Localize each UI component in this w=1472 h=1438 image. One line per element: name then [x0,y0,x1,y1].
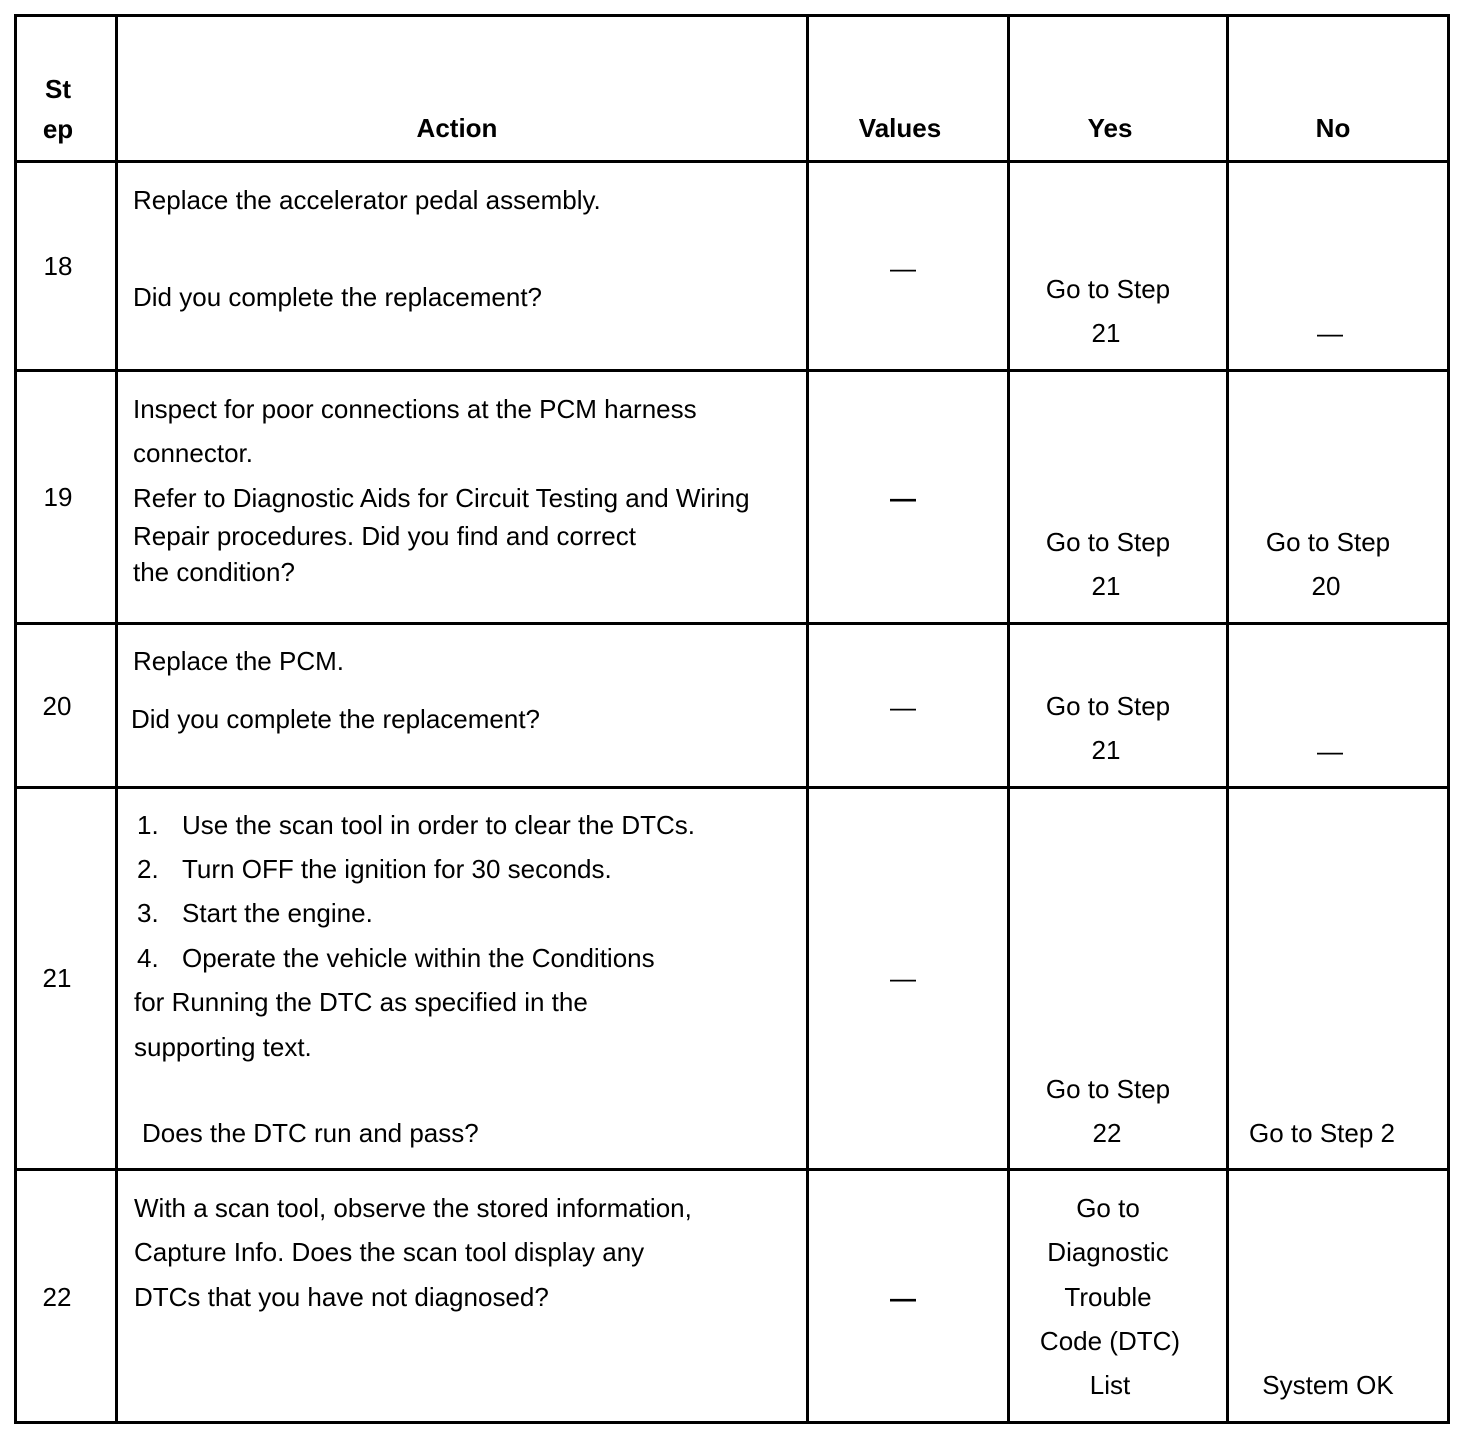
table-rule [14,14,1450,17]
action-text: Repair procedures. Did you find and correct [133,521,636,551]
step-number: 19 [43,482,73,512]
list-item-text: Start the engine. [182,898,373,928]
action-text: Did you complete the replacement? [133,282,543,312]
action-text: Refer to Diagnostic Aids for Circuit Testing and Wiring [133,483,750,513]
header-action: Action [416,113,498,143]
step-number: 20 [42,691,72,721]
list-item-text: Turn OFF the ignition for 30 seconds. [182,854,612,884]
yes-cell: List [1089,1370,1131,1400]
list-number: 1. [137,810,159,840]
yes-cell: 21 [1091,735,1121,765]
table-rule [14,369,1450,372]
action-text: supporting text. [134,1032,312,1062]
yes-cell: Code (DTC) [1039,1326,1181,1356]
table-rule [14,160,1450,163]
action-text: Inspect for poor connections at the PCM harness [133,394,697,424]
no-cell: — [1317,318,1343,348]
yes-cell: 21 [1091,318,1121,348]
no-cell: 20 [1311,571,1341,601]
header-no: No [1315,113,1351,143]
yes-cell: Go to Step [1045,1074,1171,1104]
yes-cell: Go to Step [1045,691,1171,721]
action-text: the condition? [133,557,295,587]
step-number: 22 [42,1282,72,1312]
list-item-text: Use the scan tool in order to clear the DTCs. [182,810,696,840]
list-number: 3. [137,898,159,928]
table-rule [115,14,118,1424]
values-cell: — [890,963,916,993]
table-rule [1226,14,1229,1424]
no-cell: Go to Step [1265,527,1391,557]
action-text: for Running the DTC as specified in the [134,987,588,1017]
list-number: 4. [137,943,159,973]
table-rule [14,622,1450,625]
table-rule [14,1421,1450,1424]
action-text: Does the DTC run and pass? [142,1118,479,1148]
table-rule [14,786,1450,789]
step-number: 21 [42,963,72,993]
header-values: Values [858,113,942,143]
values-cell: — [890,1283,916,1313]
yes-cell: Diagnostic [1047,1237,1169,1267]
action-text: With a scan tool, observe the stored information, [134,1193,692,1223]
action-text: Replace the accelerator pedal assembly. [133,185,601,215]
yes-cell: Go to Step [1045,527,1171,557]
no-cell: Go to Step 2 [1249,1118,1395,1148]
values-cell: — [890,483,916,513]
yes-cell: Go to Step [1045,274,1171,304]
yes-cell: Go to [1076,1193,1140,1223]
table-rule [1007,14,1010,1424]
yes-cell: Trouble [1064,1282,1152,1312]
action-text: Did you complete the replacement? [131,704,541,734]
no-cell: — [1317,736,1343,766]
values-cell: — [890,253,916,283]
header-step-line: ep [42,114,74,144]
values-cell: — [890,692,916,722]
table-rule [806,14,809,1424]
table-rule [14,1168,1450,1171]
action-text: DTCs that you have not diagnosed? [134,1282,549,1312]
header-yes: Yes [1087,113,1133,143]
header-step-line: St [45,74,71,104]
table-rule [14,14,17,1424]
step-number: 18 [43,251,73,281]
no-cell: System OK [1262,1370,1394,1400]
action-text: Replace the PCM. [133,646,344,676]
table-rule [1447,14,1450,1424]
list-item-text: Operate the vehicle within the Conditions [182,943,655,973]
header-step [43,74,73,144]
action-text: Capture Info. Does the scan tool display any [134,1237,645,1267]
yes-cell: 21 [1091,571,1121,601]
action-text: connector. [133,438,253,468]
list-number: 2. [137,854,159,884]
yes-cell: 22 [1092,1118,1122,1148]
